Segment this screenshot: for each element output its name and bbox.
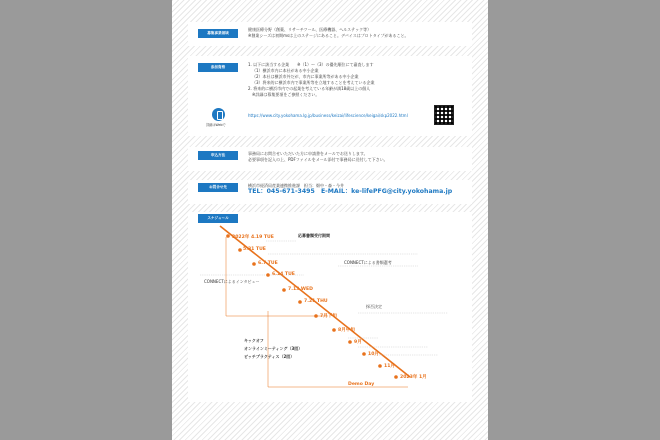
date-0721: 7.21 THU <box>304 299 328 304</box>
tag-eligibility: 参加資格 <box>198 63 238 72</box>
event-selection: 採否決定 <box>366 304 382 309</box>
date-0614: 6.14 TUE <box>272 272 295 277</box>
elig-line-6: ※詳細は募集要項をご参照ください。 <box>252 92 320 97</box>
date-0607: 6.7 TUE <box>258 261 278 266</box>
eligibility-url[interactable]: https://www.city.yokohama.lg.jp/business/keizai/lifescience/keigai/skp2022.html <box>248 113 408 118</box>
phone-caption: 詳細はWebで <box>206 123 226 127</box>
panel-eligibility <box>188 56 472 136</box>
event-online-meeting: オンラインミーティング（3回） <box>244 346 303 351</box>
event-connect-interview: CONNECTによるインタビュー <box>204 279 260 284</box>
app-line-1: 事務局にお問合せいただいた方に申請書をメールでお送りします。 <box>248 151 368 156</box>
app-line-2: 必要事項を記入の上、PDFファイルをメール添付で事務局に送付して下さい。 <box>248 157 388 162</box>
tag-contact: お問合せ先 <box>198 183 238 192</box>
tag-schedule: スケジュール <box>198 214 238 223</box>
elig-line-5: 2. 将来的に横浜市内での起業を考えている年齢が満18歳以上の個人 <box>248 86 371 91</box>
panel-contact <box>188 180 472 204</box>
date-2023-jan: 2023年 1月 <box>400 375 427 380</box>
contact-org: 横浜市経済局産業連携推進課 担当：畑中・森・今井 <box>248 183 344 188</box>
elig-line-2: （1）横浜市内に本社がある中小企業 <box>252 68 319 73</box>
qr-code-icon <box>434 105 454 125</box>
event-application-period: 応募書類受付期間 <box>298 233 330 238</box>
event-connect-screening: CONNECTによる書類選考 <box>344 260 392 265</box>
panel-recruit-domain <box>188 22 472 46</box>
date-sep: 9月 <box>354 340 362 345</box>
date-aug-mid: 8月中旬 <box>338 328 355 333</box>
date-oct: 10月 <box>368 352 379 357</box>
date-nov: 11月 <box>384 364 395 369</box>
date-0419: 2022年 4.19 TUE <box>232 235 274 240</box>
domain-line-2: ※創業シーズは初期msは上のステージにあること。デバイスはプロトタイプがあること。 <box>248 33 409 38</box>
date-0531: 5.31 TUE <box>243 247 266 252</box>
contact-details[interactable]: TEL：045-671-3495 E-MAIL：ke-lifePFG@city.yokohama.jp <box>248 188 453 195</box>
smartphone-icon <box>212 108 225 121</box>
event-demo-day: Demo Day <box>348 382 375 387</box>
elig-line-1: 1. 以下に該当する企業 ※（1）〜（3）の優先順位にて審査します <box>248 62 374 67</box>
tag-application: 申込方法 <box>198 151 238 160</box>
domain-line-1: 健康医療分野（創薬、リサーチツール、医療機器、ヘルステック等） <box>248 27 372 32</box>
elig-line-4: （3）将来的に横浜市内で事業所等を立地することを考えている企業 <box>252 80 375 85</box>
date-july-late: 7月下旬 <box>320 314 337 319</box>
tag-recruit-domain: 募集事業領域 <box>198 29 238 38</box>
panel-application <box>188 147 472 171</box>
elig-line-3: （2）本社は横浜市外だが、市内に事業所等がある中小企業 <box>252 74 359 79</box>
event-kickoff: キックオフ <box>244 338 264 343</box>
schedule-diagram <box>188 212 472 402</box>
date-0713: 7.13 WED <box>288 287 313 292</box>
document-page <box>172 0 488 440</box>
panel-schedule <box>188 212 472 402</box>
event-pitch-practice: ピッチプラクティス（2回） <box>244 354 295 359</box>
